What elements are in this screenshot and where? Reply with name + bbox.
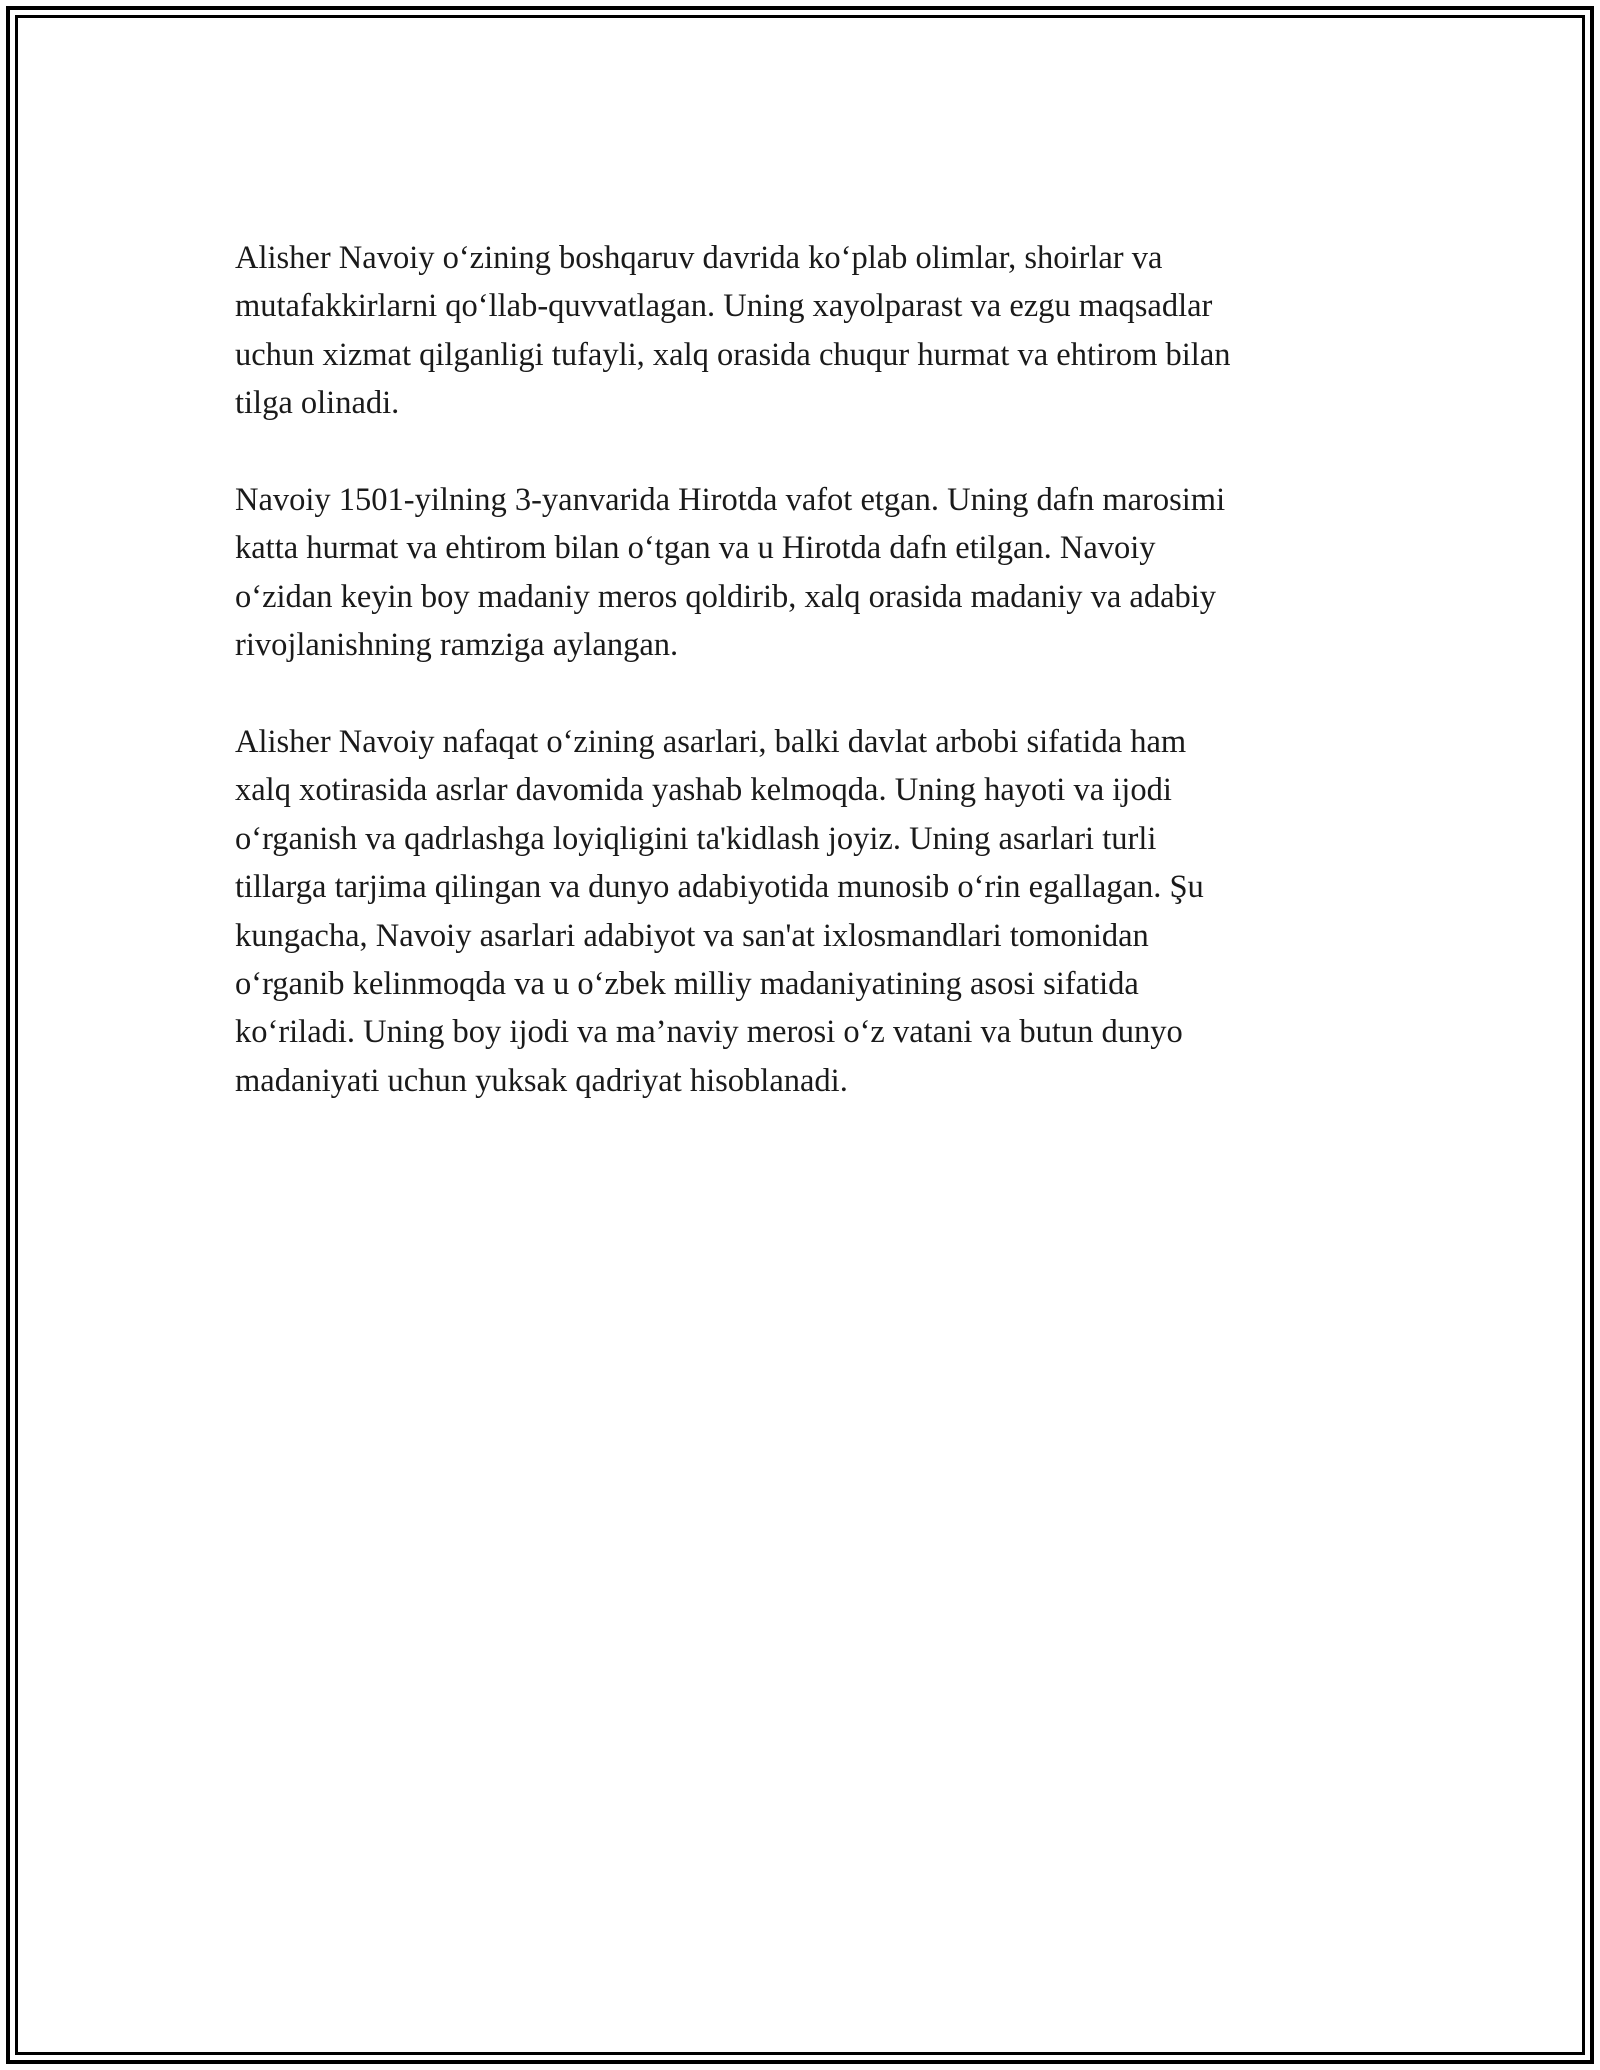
text-line: tilga olinadi. xyxy=(235,385,400,422)
paragraph-1 xyxy=(235,234,1375,428)
text-line: tillarga tarjima qilingan va dunyo adabiyotida munosib o‘rin egallagan. Şu xyxy=(235,869,1204,906)
paragraph-3 xyxy=(235,718,1375,1105)
text-line: mutafakkirlarni qo‘llab-quvvatlagan. Uning xayolparast va ezgu maqsadlar xyxy=(235,288,1213,325)
text-line: Alisher Navoiy nafaqat o‘zining asarlari, balki davlat arbobi sifatida ham xyxy=(235,724,1187,761)
text-line: uchun xizmat qilganligi tufayli, xalq orasida chuqur hurmat va ehtirom bilan xyxy=(235,336,1231,373)
text-line: Navoiy 1501-yilning 3-yanvarida Hirotda vafot etgan. Uning dafn marosimi xyxy=(235,482,1226,519)
text-line: kungacha, Navoiy asarlari adabiyot va san'at ixlosmandlari tomonidan xyxy=(235,917,1149,954)
text-line: ko‘riladi. Uning boy ijodi va ma’naviy merosi o‘z vatani va butun dunyo xyxy=(235,1014,1183,1051)
text-line: katta hurmat va ehtirom bilan o‘tgan va u Hirotda dafn etilgan. Navoiy xyxy=(235,530,1156,567)
text-line: Alisher Navoiy o‘zining boshqaruv davrida ko‘plab olimlar, shoirlar va xyxy=(235,240,1163,276)
paragraph-2 xyxy=(235,476,1375,670)
text-line: rivojlanishning ramziga aylangan. xyxy=(235,627,679,664)
text-line: madaniyati uchun yuksak qadriyat hisoblanadi. xyxy=(235,1062,848,1099)
text-line: o‘zidan keyin boy madaniy meros qoldirib, xalq orasida madaniy va adabiy xyxy=(235,578,1217,615)
text-line: o‘rganish va qadrlashga loyiqligini ta'kidlash joyiz. Uning asarlari turli xyxy=(235,820,1157,857)
document-body xyxy=(235,234,1375,1154)
text-line: o‘rganib kelinmoqda va u o‘zbek milliy madaniyatining asosi sifatida xyxy=(235,966,1139,1003)
text-line: xalq xotirasida asrlar davomida yashab kelmoqda. Uning hayoti va ijodi xyxy=(235,772,1172,809)
